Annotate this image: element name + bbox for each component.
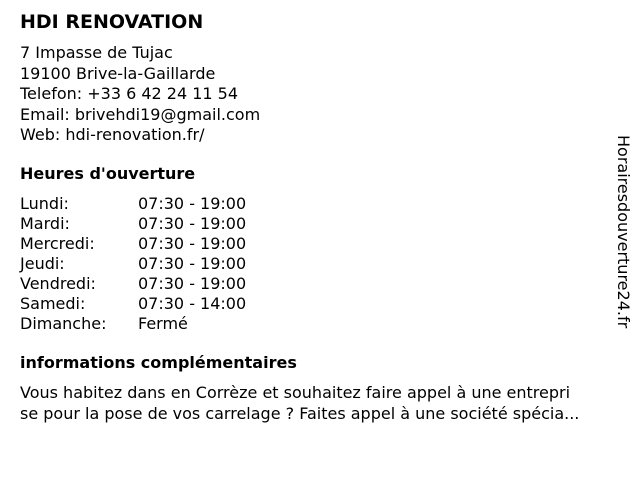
day-label: Dimanche:: [20, 314, 107, 333]
hours-row-wednesday: [20, 234, 246, 254]
day-label: Vendredi:: [20, 274, 96, 293]
contact-block: [20, 43, 260, 146]
website: Web: hdi-renovation.fr/: [20, 125, 205, 144]
site-watermark: Horairesdouverture24.fr: [614, 135, 633, 329]
hours-row-sunday: [20, 314, 246, 334]
day-hours: 07:30 - 19:00: [138, 234, 247, 253]
day-hours: 07:30 - 19:00: [138, 274, 247, 293]
day-label: Lundi:: [20, 194, 69, 213]
address-city: 19100 Brive-la-Gaillarde: [20, 63, 216, 83]
day-hours: 07:30 - 14:00: [138, 294, 247, 313]
day-hours: 07:30 - 19:00: [138, 214, 247, 233]
info-line: se pour la pose de vos carrelage ? Faites appel à une société spécia...: [20, 404, 580, 423]
info-line: Vous habitez dans en Corrèze et souhaitez faire appel à une entrepri: [20, 383, 571, 402]
day-label: Mardi:: [20, 214, 70, 233]
opening-hours-table: [20, 194, 246, 334]
business-name: HDI RENOVATION: [20, 11, 204, 33]
additional-info-text: [20, 382, 632, 424]
additional-info-heading: informations complémentaires: [20, 353, 297, 372]
day-label: Samedi:: [20, 294, 86, 313]
day-hours: 07:30 - 19:00: [138, 194, 247, 213]
hours-row-monday: [20, 194, 246, 214]
day-label: Jeudi:: [20, 254, 65, 273]
email-address: Email: brivehdi19@gmail.com: [20, 104, 261, 124]
opening-hours-heading: Heures d'ouverture: [20, 164, 196, 183]
day-label: Mercredi:: [20, 234, 95, 253]
address-street: 7 Impasse de Tujac: [20, 43, 173, 62]
day-hours: Fermé: [138, 314, 188, 333]
phone-number: Telefon: +33 6 42 24 11 54: [20, 84, 239, 103]
hours-row-friday: [20, 274, 246, 294]
hours-row-tuesday: [20, 214, 246, 234]
hours-row-thursday: [20, 254, 246, 274]
day-hours: 07:30 - 19:00: [138, 254, 247, 273]
hours-row-saturday: [20, 294, 246, 314]
